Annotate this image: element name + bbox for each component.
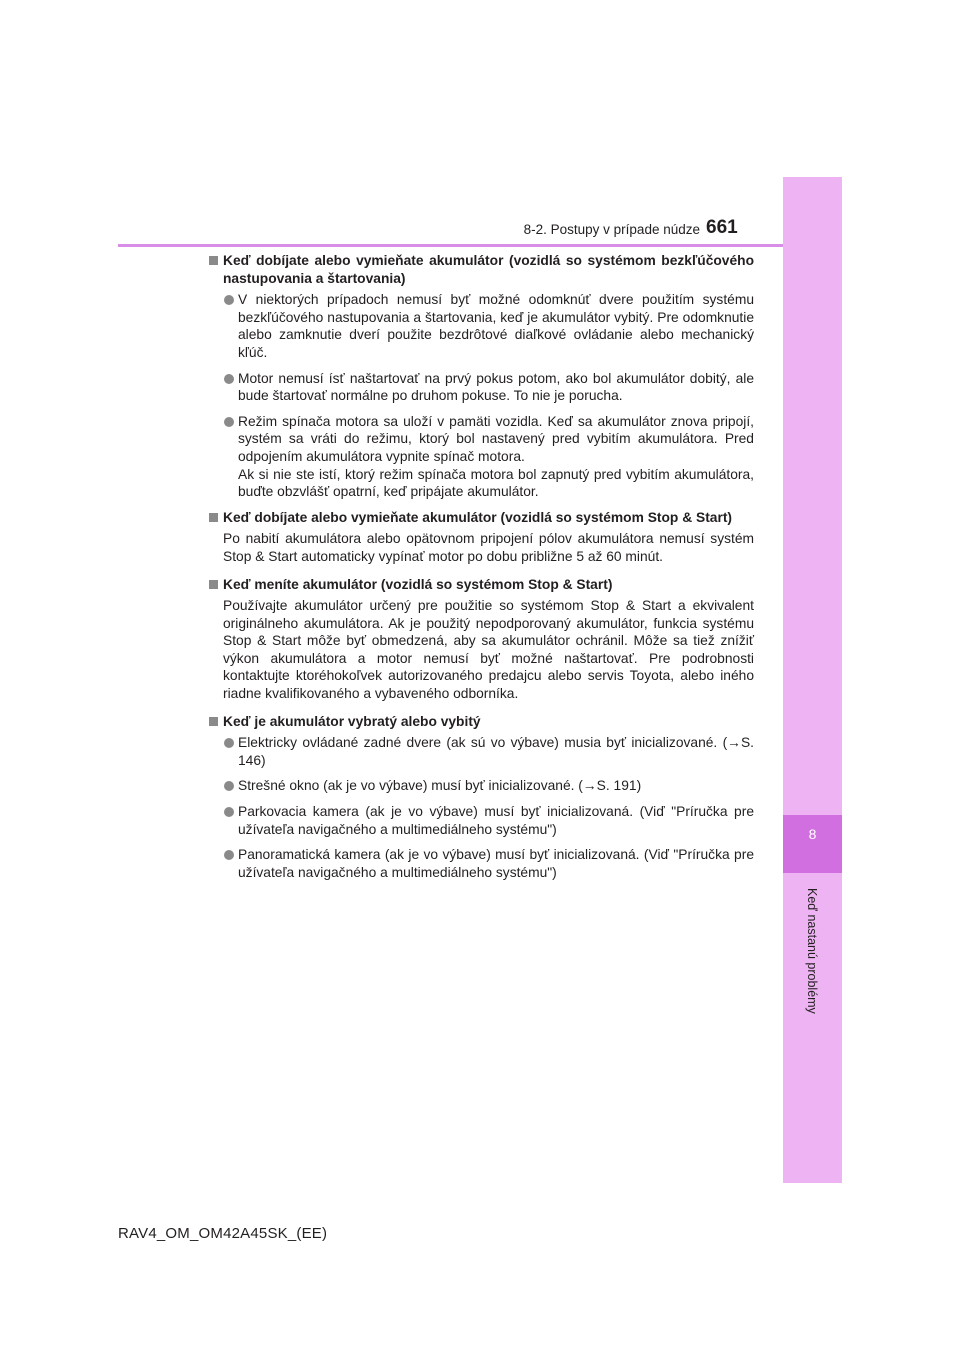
chapter-title-vertical: Keď nastanú problémy (805, 888, 819, 1014)
page-number: 661 (706, 217, 738, 238)
header-section-title: 8-2. Postupy v prípade núdze (523, 222, 700, 237)
section-heading-text: Keď dobíjate alebo vymieňate akumulátor (vozidlá so systémom Stop & Start) (223, 509, 733, 525)
chapter-number: 8 (808, 826, 817, 842)
list-item-text: Strešné okno (ak je vo výbave) musí byť inicializované. (→S. 191) (238, 778, 642, 794)
section-heading (208, 509, 754, 527)
list-item-text: V niektorých prípadoch nemusí byť možné odomknúť dvere použitím systému bezkľúčového nastupovania a štartovania, keď je akumulátor vybitý. Pre odomknutie alebo zamknutie dverí použite bezdrôtové diaľkové ovládanie alebo mechanický kľúč. (238, 292, 754, 360)
list-item-text: Elektricky ovládané zadné dvere (ak sú vo výbave) musia byť inicializované. (→S. 146) (238, 735, 754, 768)
square-bullet-icon (209, 513, 218, 522)
section-heading (208, 576, 754, 594)
square-bullet-icon (209, 717, 218, 726)
list-item-text: Panoramatická kamera (ak je vo výbave) musí byť inicializovaná. (Viď "Príručka pre užívateľa navigačného a multimediálneho systému") (238, 847, 754, 880)
list-item-text: Motor nemusí ísť naštartovať na prvý pokus potom, ako bol akumulátor dobitý, ale bude štartovať normálne po druhom pokuse. To nie je porucha. (238, 370, 754, 404)
list-item (208, 291, 754, 361)
header-divider (118, 244, 783, 247)
section-heading-text: Keď dobíjate alebo vymieňate akumulátor (vozidlá so systémom bezkľúčového nastupovania a štartovania) (223, 253, 754, 286)
list-item (208, 846, 754, 881)
list-item-text: Parkovacia kamera (ak je vo výbave) musí byť inicializovaná. (Viď "Príručka pre užívateľa navigačného a multimediálneho systému") (238, 804, 754, 837)
section-paragraph: Používajte akumulátor určený pre použitie so systémom Stop & Start a ekvivalent originálneho akumulátora. Ak je použitý nepodporovaný akumulátor, funkcia systému Stop & Start môže byť obmedzená, aby sa akumulátor ochránil. Môže sa tiež znížiť výkon akumulátora a motor nemusí byť možné naštartovať. Pre podrobnosti kontaktujte ktoréhokoľvek autorizovaného predajcu alebo servis Toyota, alebo iného riadne kvalifikovaného a vybaveného odborníka. (223, 598, 754, 702)
section-paragraph: Po nabití akumulátora alebo opätovnom pripojení pólov akumulátora nemusí systém Stop & Start automaticky vypínať motor po dobu približne 5 až 60 minút. (223, 531, 754, 564)
square-bullet-icon (209, 580, 218, 589)
list-item (208, 413, 754, 501)
list-item (208, 370, 754, 405)
document-id: RAV4_OM_OM42A45SK_(EE) (118, 1225, 328, 1242)
list-item (208, 803, 754, 838)
section-heading (208, 252, 754, 287)
side-chapter-tab (783, 177, 842, 1183)
square-bullet-icon (209, 256, 218, 265)
circle-bullet-icon (224, 374, 234, 384)
circle-bullet-icon (224, 807, 234, 817)
section-heading-text: Keď je akumulátor vybratý alebo vybitý (223, 713, 481, 729)
section-heading (208, 713, 754, 731)
circle-bullet-icon (224, 417, 234, 427)
section-heading-text: Keď meníte akumulátor (vozidlá so systémom Stop & Start) (223, 576, 613, 592)
page-content (208, 252, 754, 889)
side-chapter-tab-active (783, 815, 842, 873)
list-item (208, 777, 754, 795)
list-item-text: Režim spínača motora sa uloží v pamäti vozidla. Keď sa akumulátor znova pripojí, systém sa vráti do režimu, ktorý bol nastavený pred vybitím akumulátora. Pred odpojením akumulátora vypnite spínač motora. Ak si nie ste istí, ktorý režim spínača motora bol zapnutý pred vybitím akumulátora, buďte obzvlášť opatrní, keď pripájate akumulátor. (238, 413, 754, 500)
list-item (208, 734, 754, 769)
